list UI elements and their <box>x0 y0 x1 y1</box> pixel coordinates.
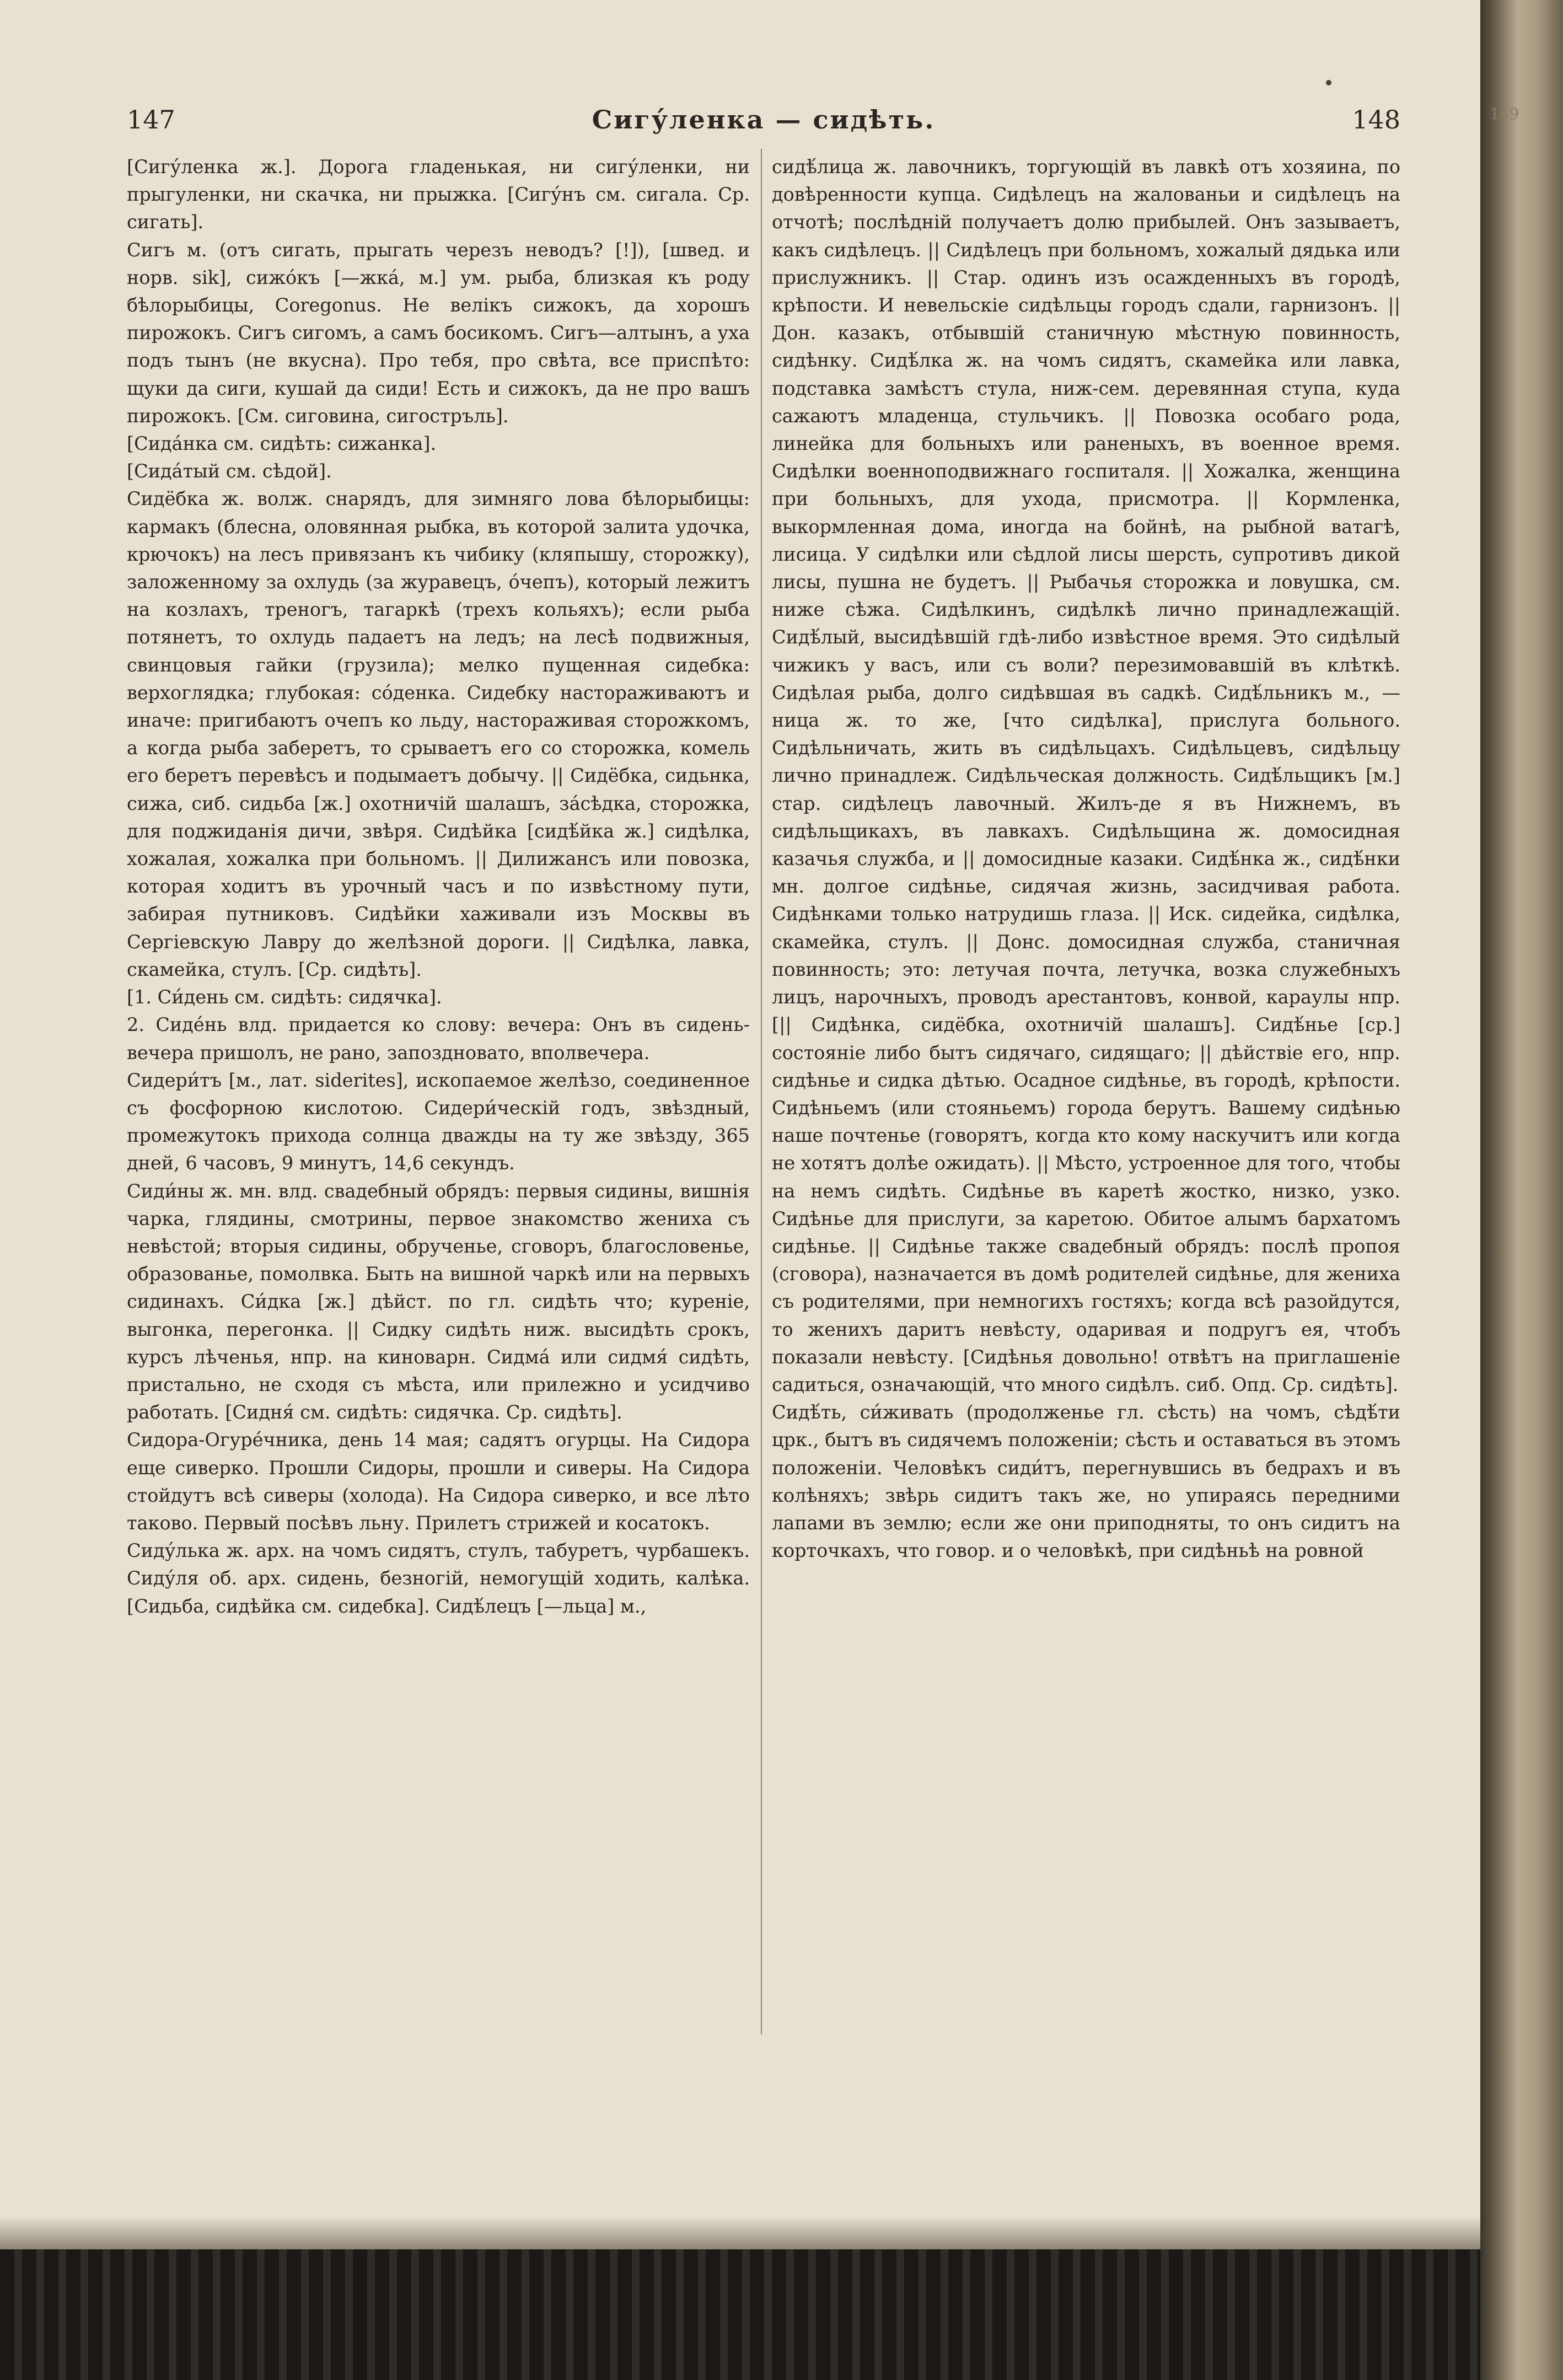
running-header <box>127 105 1400 143</box>
entry-sidulka: Сиду́лька ж. арх. на чомъ сидятъ, стулъ, табуретъ, чурбашекъ. Сиду́ля об. арх. сидень, безногій, немогущій ходить, калѣка. [Сидьба, сидѣйка см. сидебка]. Сидѣ́лецъ [—льца] м., <box>127 1540 750 1617</box>
entry-sidaty: [Сида́тый см. сѣдой]. <box>127 460 332 482</box>
book-spine <box>1480 0 1563 2380</box>
next-page-number: 149 <box>1490 105 1519 123</box>
entry-sidora: Сидора-Огуре́чника, день 14 мая; садятъ огурцы. На Сидора еще сиверко. Прошли Сидоры, прошли и сиверы. На Сидора стойдутъ всѣ сиверы (холода). На Сидора сиверко, и все лѣто таково. Первый посѣвъ льну. Прилетъ стрижей и косатокъ. <box>127 1429 750 1534</box>
entry-sig: Сигъ м. (отъ сигать, прыгать черезъ неводъ? [!]), [швед. и норв. sik], сижо́къ [—жка́, м.] ум. рыба, близкая къ роду бѣлорыбицы, Coregonus. Не велікъ сижокъ, да хорошъ пирожокъ. Сигъ сигомъ, а самъ босикомъ. Сигъ—алтынъ, а уха подъ тынъ (не вкусна). Про тебя, про свѣта, все приспѣто: щуки да сиги, кушай да сиди! Есть и сижокъ, да не про вашъ пирожокъ. [См. сиговина, сигостръль]. <box>127 239 750 427</box>
ink-dot <box>1326 80 1331 85</box>
entry-siden-2: 2. Сиде́нь влд. придается ко слову: вечера: Онъ въ сидень-вечера пришолъ, не рано, запоздновато, вполвечера. <box>127 1014 750 1063</box>
entry-sidet: Сидѣ́ть, си́живать (продолженье гл. сѣсть) на чомъ, сѣдѣ́ти црк., бытъ въ сидячемъ положеніи; сѣсть и оставаться въ этомъ положеніи. Человѣкъ сиди́тъ, перегнувшись въ бедрахъ и въ колѣняхъ; звѣрь сидитъ такъ же, но упираясь передними лапами въ землю; если же они приподняты, то онъ сидитъ на корточкахъ, что говор. и о человѣкѣ, при сидѣньѣ на ровной <box>772 1401 1400 1562</box>
right-column <box>772 153 1400 1565</box>
page-bottom-shadow <box>0 2216 1480 2249</box>
page-number-right: 148 <box>1352 105 1400 135</box>
page-number-left: 147 <box>127 105 175 135</box>
left-column <box>127 153 750 1620</box>
column-divider <box>761 149 762 2034</box>
scanner-background <box>0 2249 1480 2380</box>
entry-sidebka: Сидёбка ж. волж. снарядъ, для зимняго лова бѣлорыбицы: кармакъ (блесна, оловянная рыбка, въ которой залита удочка, крючокъ) на лесъ привязанъ къ чибику (кляпышу, сторожку), заложенному за охлудь (за журавецъ, о́чепъ), который лежитъ на козлахъ, треногъ, тагаркѣ (трехъ кольяхъ); если рыба потянетъ, то охлудь падаетъ на ледъ; на лесѣ подвижныя, свинцовыя гайки (грузила); мелко пущенная сидебка: верхоглядка; глубокая: со́денка. Сидебку настораживаютъ и иначе: пригибаютъ очепъ ко льду, настораживая сторожкомъ, а когда рыба заберетъ, то срываетъ его со сторожка, комель его беретъ перевѣсъ и подымаетъ добычу. || Сидёбка, сидьнка, сижа, сиб. сидьба [ж.] охотничій шалашъ, за́сѣдка, сторожка, для поджиданія дичи, звѣря. Сидѣйка [сидѣ́йка ж.] сидѣлка, хожалая, хожалка при больномъ. || Дилижансъ или повозка, которая ходитъ въ урочный часъ и по извѣстному пути, забирая путниковъ. Сидѣйки хаживали изъ Москвы въ Сергіевскую Лавру до желѣзной дороги. || Сидѣлка, лавка, скамейка, стулъ. [Ср. сидѣть]. <box>127 488 750 980</box>
entry-siden-1: [1. Си́день см. сидѣть: сидячка]. <box>127 986 442 1008</box>
entry-sidelitsa: сидѣ́лица ж. лавочникъ, торгующій въ лавкѣ отъ хозяина, по довѣренности купца. Сидѣлецъ на жалованьи и сидѣлецъ на отчотѣ; послѣдній получаетъ долю прибылей. Онъ зазываетъ, какъ сидѣлецъ. || Сидѣлецъ при больномъ, хожалый дядька или прислужникъ. || Стар. одинъ изъ осажденныхъ въ городѣ, крѣпости. И невельскіе сидѣльцы городъ сдали, гарнизонъ. || Дон. казакъ, отбывшій станичную мѣстную повинность, сидѣнку. Сидѣ́лка ж. на чомъ сидятъ, скамейка или лавка, подставка замѣстъ стула, ниж-сем. деревянная ступа, куда сажаютъ младенца, стульчикъ. || Повозка особаго рода, линейка для больныхъ или раненыхъ, въ военное время. Сидѣлки военноподвижнаго госпиталя. || Хожалка, женщина при больныхъ, для ухода, присмотра. || Кормленка, выкормленная дома, иногда на бойнѣ, на рыбной ватагѣ, лисица. У сидѣлки или сѣдлой лисы шерсть, супротивъ дикой лисы, пушна не будетъ. || Рыбачья сторожка и ловушка, см. ниже сѣжа. Сидѣлкинъ, сидѣлкѣ лично принадлежащій. Сидѣ́лый, высидѣвшій гдѣ-либо извѣстное время. Это сидѣлый чижикъ у васъ, или съ воли? перезимовавшій въ клѣткѣ. Сидѣлая рыба, долго сидѣвшая въ садкѣ. Сидѣ́льникъ м., —ница ж. то же, [что сидѣлка], прислуга больного. Сидѣльничать, жить въ сидѣльцахъ. Сидѣльцевъ, сидѣльцу лично принадлеж. Сидѣльческая должность. Сидѣ́льщикъ [м.] стар. сидѣлецъ лавочный. Жилъ-де я въ Нижнемъ, въ сидѣльщикахъ, въ лавкахъ. Сидѣльщина ж. домосидная казачья служба, и || домосидные казаки. Сидѣ́нка ж., сидѣ́нки мн. долгое сидѣнье, сидячая жизнь, засидчивая работа. Сидѣнками только натрудишь глаза. || Иск. сидейка, сидѣлка, скамейка, стулъ. || Донс. домосидная служба, станичная повинность; это: летучая почта, летучка, возка служебныхъ лицъ, нарочныхъ, проводъ арестантовъ, конвой, караулы нпр. [|| Сидѣнка, сидёбка, охотничій шалашъ]. Сидѣ́нье [ср.] состояніе либо бытъ сидячаго, сидящаго; || дѣйствіе его, нпр. сидѣнье и сидка дѣтью. Осадное сидѣнье, въ городѣ, крѣпости. Сидѣньемъ (или стояньемъ) города берутъ. Вашему сидѣнью наше почтенье (говорятъ, когда кто кому наскучитъ или когда не хотятъ долѣе ожидать). || Мѣсто, устроенное для того, чтобы на немъ сидѣть. Сидѣнье въ каретѣ жостко, низко, узко. Сидѣнье для прислуги, за каретою. Обитое алымъ бархатомъ сидѣнье. || Сидѣнье также свадебный обрядъ: послѣ пропоя (сговора), назначается въ домѣ родителей сидѣнье, для жениха съ родителями, при немногихъ гостяхъ; когда всѣ разойдутся, то женихъ даритъ невѣсту, одаривая и подругъ ея, чтобъ показали невѣсту. [Сидѣнья довольно! отвѣтъ на приглашеніе садиться, означающій, что много сидѣлъ. сиб. Опд. Ср. сидѣть]. <box>772 156 1400 1395</box>
entry-sidiny: Сиди́ны ж. мн. влд. свадебный обрядъ: первыя сидины, вишнія чарка, глядины, смотрины, первое знакомство жениха съ невѣстой; вторыя сидины, обрученье, сговоръ, благословенье, образованье, помолвка. Быть на вишной чаркѣ или на первыхъ сидинахъ. Си́дка [ж.] дѣйст. по гл. сидѣть что; куреніе, выгонка, перегонка. || Сидку сидѣть ниж. высидѣть срокъ, курсъ лѣченья, нпр. на киноварн. Сидма́ или сидмя́ сидѣть, пристально, не сходя съ мѣста, или прилежно и усидчиво работать. [Сидня́ см. сидѣть: сидячка. Ср. сидѣть]. <box>127 1180 750 1423</box>
entry-siderit: Сидери́тъ [м., лат. siderites], ископаемое желѣзо, соединенное съ фосфорною кислотою. Сидери́ческій годъ, звѣздный, промежутокъ прихода солнца дважды на ту же звѣзду, 365 дней, 6 часовъ, 9 минутъ, 14,6 секундъ. <box>127 1069 750 1174</box>
entry-sigulenka: [Сигу́ленка ж.]. Дорога гладенькая, ни сигу́ленки, ни прыгуленки, ни скачка, ни прыжка. [Сигу́нъ см. сигала. Ср. сигать]. <box>127 156 750 233</box>
entry-sidanka: [Сида́нка см. сидѣть: сижанка]. <box>127 433 437 455</box>
header-title: Сигу́ленка — сидѣть. <box>592 105 936 135</box>
